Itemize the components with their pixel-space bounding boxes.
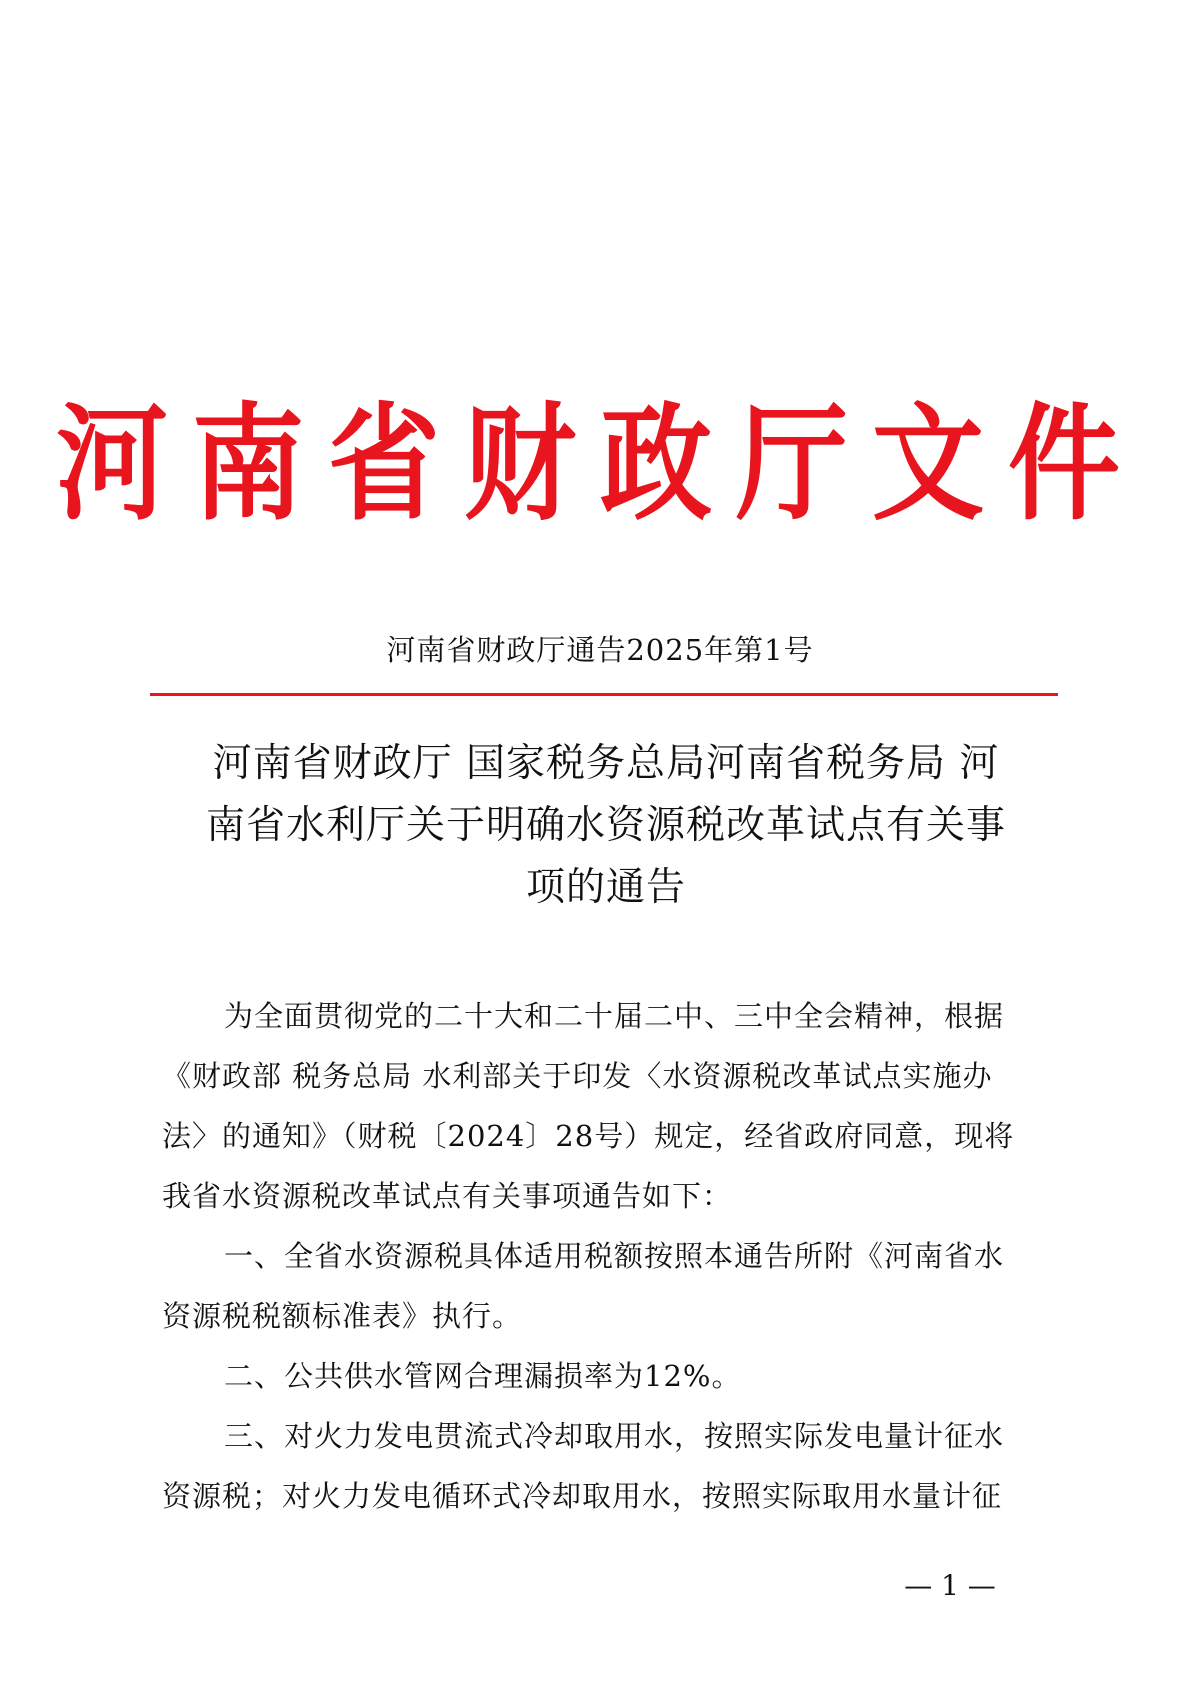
body-line: 二、公共供水管网合理漏损率为12%。 [224, 1359, 742, 1393]
title-line: 南省水利厅关于明确水资源税改革试点有关事 [205, 803, 1006, 848]
notice-title [150, 733, 1062, 919]
body-line: 法〉的通知》（财税〔2024〕28号）规定，经省政府同意，现将 [162, 1119, 1015, 1153]
body-line: 资源税税额标准表》执行。 [162, 1299, 523, 1333]
body-line: 《财政部 税务总局 水利部关于印发〈水资源税改革试点实施办 [162, 1059, 993, 1093]
notice-body [162, 986, 1062, 1526]
red-divider-line [150, 693, 1058, 696]
body-line: 为全面贯彻党的二十大和二十届二中、三中全会精神，根据 [224, 999, 1005, 1033]
page-number: — 1 — [904, 1569, 996, 1602]
body-line: 我省水资源税改革试点有关事项通告如下： [162, 1179, 733, 1213]
body-line: 资源税；对火力发电循环式冷却取用水，按照实际取用水量计征 [162, 1479, 1003, 1513]
document-number: 河南省财政厅通告2025年第1号 [386, 633, 814, 667]
title-line: 项的通告 [525, 865, 686, 910]
agency-masthead: 河南省财政厅文件 [56, 391, 1144, 538]
body-line: 一、全省水资源税具体适用税额按照本通告所附《河南省水 [224, 1239, 1005, 1273]
title-line: 河南省财政厅 国家税务总局河南省税务局 河 [212, 741, 1000, 786]
body-line: 三、对火力发电贯流式冷却取用水，按照实际发电量计征水 [224, 1419, 1005, 1453]
